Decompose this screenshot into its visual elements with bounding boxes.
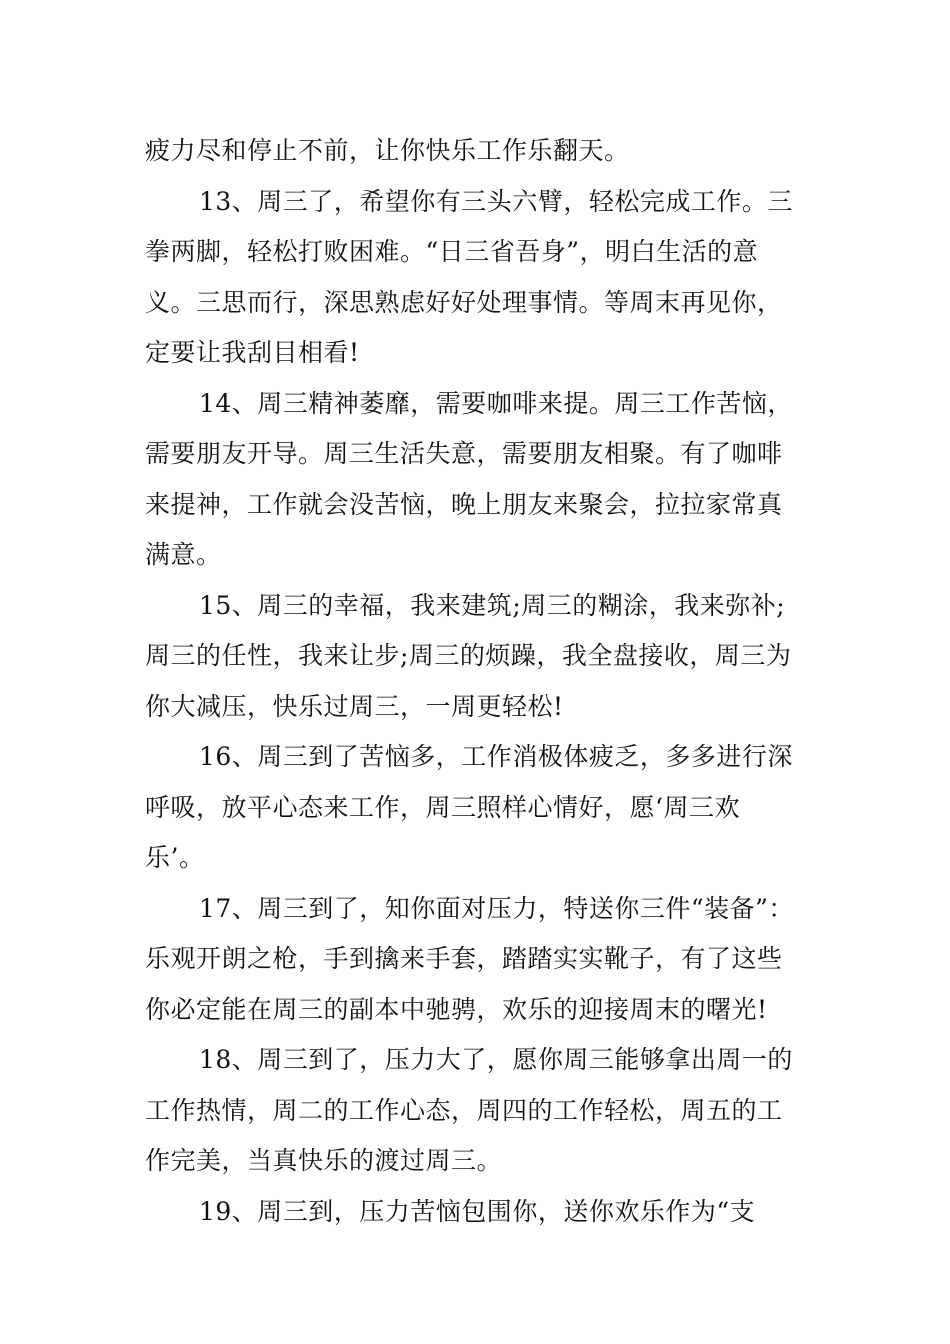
text-line: 定要让我刮目相看! xyxy=(145,338,360,367)
text-line: 工作热情，周二的工作心态，周四的工作轻松，周五的工 xyxy=(145,1095,783,1125)
paragraph-item-14 xyxy=(145,379,811,581)
text-line: 19、周三到，压力苦恼包围你，送你欢乐作为“支 xyxy=(199,1196,756,1226)
text-line: 拳两脚，轻松打败困难。“日三省吾身”，明白生活的意 xyxy=(145,237,759,266)
paragraph-continuation xyxy=(145,126,811,177)
paragraph-item-18 xyxy=(145,1035,811,1187)
text-line: 乐’。 xyxy=(145,843,205,872)
text-line: 作完美，当真快乐的渡过周三。 xyxy=(145,1146,503,1175)
text-line: 来提神，工作就会没苦恼，晚上朋友来聚会，拉拉家常真 xyxy=(145,489,783,519)
document-body xyxy=(145,126,811,1237)
text-line: 你大减压，快乐过周三，一周更轻松! xyxy=(145,691,564,721)
paragraph-item-15 xyxy=(145,581,811,733)
text-line: 16、周三到了苦恼多，工作消极体疲乏，多多进行深 xyxy=(199,742,793,771)
text-line: 乐观开朗之枪，手到擒来手套，踏踏实实靴子，有了这些 xyxy=(145,944,783,973)
text-line: 呼吸，放平心态来工作，周三照样心情好，愿‘周三欢 xyxy=(145,792,740,822)
text-line: 疲力尽和停止不前，让你快乐工作乐翻天。 xyxy=(145,136,630,165)
text-line: 14、周三精神萎靡，需要咖啡来提。周三工作苦恼， xyxy=(199,388,793,418)
paragraph-item-17 xyxy=(145,884,811,1036)
text-line: 需要朋友开导。周三生活失意，需要朋友相聚。有了咖啡 xyxy=(145,439,783,468)
paragraph-item-13 xyxy=(145,177,811,379)
text-line: 17、周三到了，知你面对压力，特送你三件“装备”： xyxy=(199,893,794,923)
text-line: 满意。 xyxy=(145,540,222,569)
paragraph-item-16 xyxy=(145,732,811,884)
text-line: 18、周三到了，压力大了，愿你周三能够拿出周一的 xyxy=(199,1045,793,1074)
text-line: 15、周三的幸福，我来建筑;周三的糊涂，我来弥补; xyxy=(199,590,786,620)
text-line: 义。三思而行，深思熟虑好好处理事情。等周末再见你， xyxy=(145,287,783,317)
paragraph-item-19 xyxy=(145,1187,811,1238)
text-line: 13、周三了，希望你有三头六臂，轻松完成工作。三 xyxy=(199,186,793,216)
text-line: 周三的任性，我来让步;周三的烦躁，我全盘接收，周三为 xyxy=(145,641,792,670)
text-line: 你必定能在周三的副本中驰骋，欢乐的迎接周末的曙光! xyxy=(145,994,768,1024)
